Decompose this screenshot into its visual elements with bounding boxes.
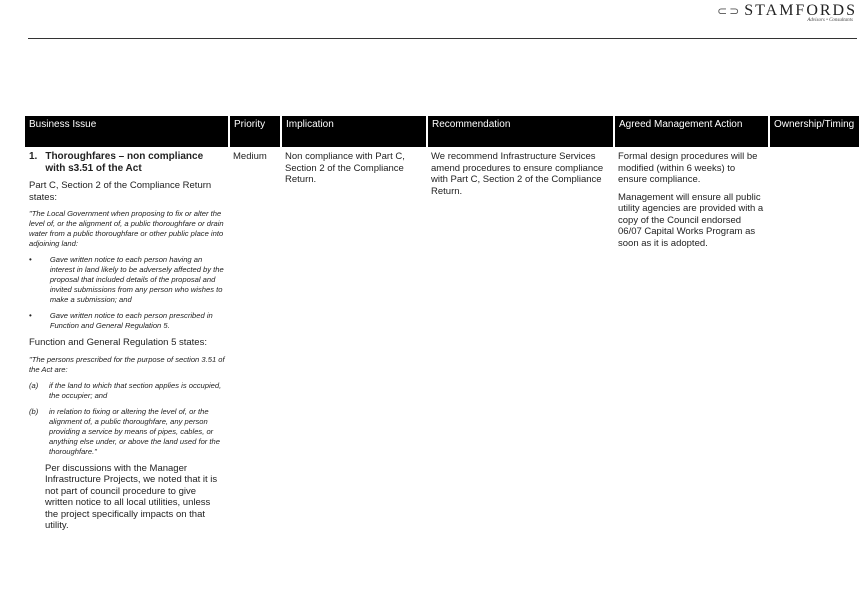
header-rule (28, 38, 857, 39)
list-item (29, 255, 225, 305)
col-header-business-issue: Business Issue (25, 116, 229, 147)
bullet-icon: • (29, 255, 32, 264)
list-item (29, 407, 225, 457)
priority-cell: Medium (233, 151, 267, 162)
business-issue-cell (25, 147, 229, 536)
list-item (29, 381, 225, 401)
implication-cell: Non compliance with Part C, Section 2 of the Compliance Return. (285, 151, 405, 185)
issue-number: 1. (29, 151, 38, 162)
col-header-priority: Priority (229, 116, 281, 147)
bullet-text: Gave written notice to each person having an interest in land likely to be adversely affected by the proposal that included details of the proposal and invited submissions from any person who wishes to make a submission; and (49, 255, 224, 304)
bullet-icon: • (29, 311, 32, 320)
action-text-1: Formal design procedures will be modified (within 6 weeks) to ensure compliance. (618, 151, 758, 185)
regulation-intro: Function and General Regulation 5 states: (29, 337, 207, 348)
agreed-action-cell (614, 147, 769, 536)
recommendation-cell: We recommend Infrastructure Services amend procedures to ensure compliance with Part C, Section 2 of the Compliance Return. (431, 151, 604, 197)
ownership-cell (769, 147, 859, 536)
sub-item-label: (b) (29, 406, 39, 416)
bullet-text: Gave written notice to each person prescribed in Function and General Regulation 5. (49, 311, 213, 330)
table-header-row (25, 116, 859, 147)
issue-quote-1: "The Local Government when proposing to fix or alter the level of, or the alignment of, a public thoroughfare or drain water from a public thoroughfare or other public place into adjoining land: (29, 209, 224, 248)
logo-swirl-icon: ⊂⊃ (717, 4, 742, 18)
issue-intro: Part C, Section 2 of the Compliance Return states: (29, 180, 212, 203)
col-header-recommendation: Recommendation (427, 116, 614, 147)
issue-title (29, 151, 225, 174)
audit-findings-table (25, 116, 859, 536)
table-row (25, 147, 859, 536)
col-header-implication: Implication (281, 116, 427, 147)
sub-item-text: in relation to fixing or altering the level of, or the alignment of, a public thoroughfare, any person providing a service by means of pipes, cables, or anything else under, or above the land used for the thoroughfare." (49, 406, 220, 456)
action-text-2: Management will ensure all public utility agencies are provided with a copy of the Council endorsed 06/07 Capital Works Program as soon as it is adopted. (618, 191, 764, 249)
col-header-ownership: Ownership/Timing (769, 116, 859, 147)
sub-item-label: (a) (29, 380, 39, 390)
issue-title-text: Thoroughfares – non compliance with s3.51 of the Act (45, 151, 204, 174)
logo-name: STAMFORDS (744, 2, 857, 19)
sub-item-text: if the land to which that section applies is occupied, the occupier; and (49, 380, 222, 400)
discussion-text: Per discussions with the Manager Infrastructure Projects, we noted that it is not part of council procedure to give written notice to all local utilities, unless the project specifically impacts on that utility. (45, 462, 218, 531)
issue-quote-2: "The persons prescribed for the purpose of section 3.51 of the Act are: (29, 354, 225, 374)
col-header-agreed-action: Agreed Management Action (614, 116, 769, 147)
company-logo (717, 2, 857, 23)
logo-tagline: Advisors • Consultants (807, 18, 853, 23)
list-item (29, 311, 225, 331)
